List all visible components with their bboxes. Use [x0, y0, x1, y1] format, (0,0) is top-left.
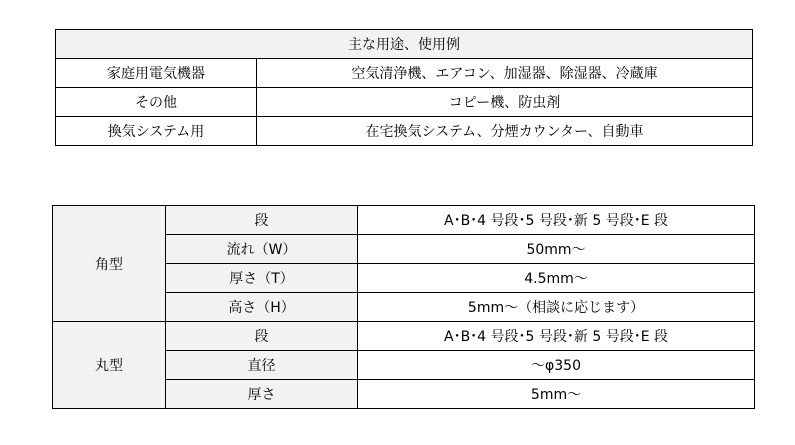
spec-value-cell: A･B･4 号段･5 号段･新 5 号段･E 段 [358, 206, 755, 235]
spec-value-cell: 5mm～（相談に応じます） [358, 293, 755, 322]
spec-property-cell: 厚さ（T） [166, 264, 358, 293]
spec-table [52, 205, 755, 409]
spec-property-cell: 高さ（H） [166, 293, 358, 322]
spec-property-cell: 段 [166, 322, 358, 351]
usage-examples-cell: コピー機、防虫剤 [257, 88, 753, 117]
usage-category-cell: 換気システム用 [56, 117, 257, 146]
usage-category-cell: 家庭用電気機器 [56, 59, 257, 88]
spec-type-cell: 角型 [53, 206, 166, 322]
spec-value-cell: 5mm～ [358, 380, 755, 409]
usage-table-header: 主な用途、使用例 [56, 30, 753, 59]
usage-category-cell: その他 [56, 88, 257, 117]
table-row [56, 117, 753, 146]
usage-examples-cell: 在宅換気システム、分煙カウンター、自動車 [257, 117, 753, 146]
usage-examples-cell: 空気清浄機、エアコン、加湿器、除湿器、冷蔵庫 [257, 59, 753, 88]
spec-type-cell: 丸型 [53, 322, 166, 409]
spec-property-cell: 流れ（W） [166, 235, 358, 264]
table-row [56, 59, 753, 88]
spec-property-cell: 厚さ [166, 380, 358, 409]
table-row [53, 206, 755, 235]
spec-value-cell: 4.5mm～ [358, 264, 755, 293]
usage-table-header-row [56, 30, 753, 59]
spec-value-cell: 50mm～ [358, 235, 755, 264]
table-row [53, 322, 755, 351]
spec-property-cell: 段 [166, 206, 358, 235]
table-row [56, 88, 753, 117]
usage-table [55, 29, 753, 146]
spec-property-cell: 直径 [166, 351, 358, 380]
spec-value-cell: A･B･4 号段･5 号段･新 5 号段･E 段 [358, 322, 755, 351]
spec-value-cell: ～φ350 [358, 351, 755, 380]
